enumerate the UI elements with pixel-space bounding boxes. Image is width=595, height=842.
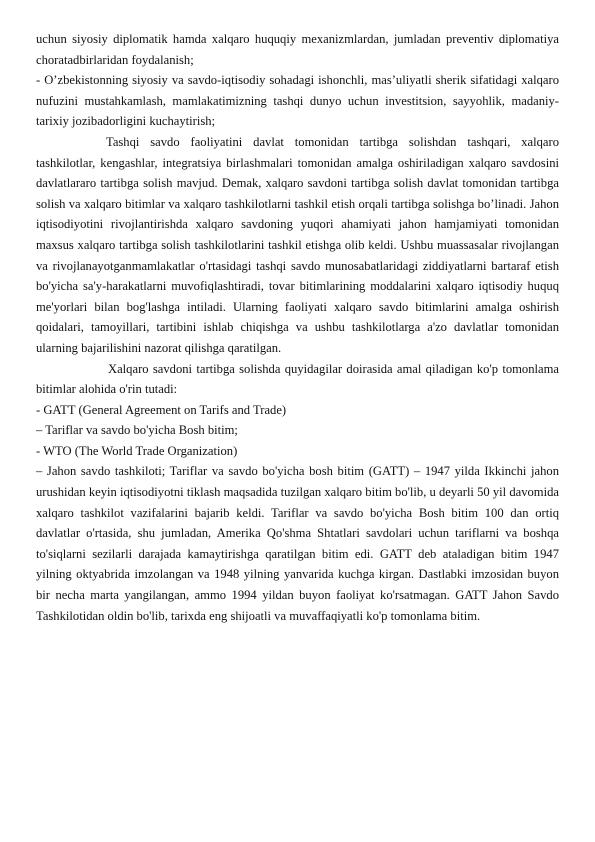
list-item-wto: - WTO (The World Trade Organization) [36,443,238,458]
document-page [36,29,559,626]
paragraph-multilateral-agreements: Xalqaro savdoni tartibga solishda quyidagilar doirasida amal qiladigan ko'p tomonlama bitimlar alohida o'rin tutadi: [36,361,559,397]
paragraph-diplomacy-tools: uchun siyosiy diplomatik hamda xalqaro huquqiy mexanizmlardan, jumladan preventiv diplomatiya choratadbirlaridan foydalanish; [36,32,559,67]
list-item-gatt-description: – Tariflar va savdo bo'yicha Bosh bitim; [36,423,238,438]
paragraph-uzbekistan-reputation: - O’zbekistonning siyosiy va savdo-iqtisodiy sohadagi ishonchli, mas’uliyatli sherik sifatidagi xalqaro nufuzini mustahkamlash, mamlakatimizning tashqi dunyo uchun investitsion, sayyohlik, madaniy-tarixiy jozibadorligini kuchaytirish; [36,73,559,129]
paragraph-wto-gatt-history: – Jahon savdo tashkiloti; Tariflar va savdo bo'yicha bosh bitim (GATT) – 1947 yilda Ikkinchi jahon urushidan keyin iqtisodiyotni tiklash maqsadida tuzilgan xalqaro bitim bo'lib, u deyarli 50 yil davomida xalqaro tashkilot vazifalarini bajarib keldi. Tariflar va savdo bo'yicha Bosh bitim 100 dan ortiq davlatlar o'rtasida, shu jumladan, Amerika Qo'shma Shtatlari savdolari uchun tariflarni va boshqa to'siqlarni sezilarli darajada kamaytirishga qaratilgan bitim edi. GATT deb ataladigan bitim 1947 yilning oktyabrida imzolangan va 1948 yilning yanvarida kuchga kirgan. Dastlabki imzosidan buyon bir necha marta yangilangan, ammo 1994 yildan buyon faoliyat ko'rsatmagan. GATT Jahon Savdo Tashkilotidan oldin bo'lib, tarixda eng shijoatli va muvaffaqiyatli ko'p tomonlama bitim. [36,464,559,623]
paragraph-trade-regulation: Tashqi savdo faoliyatini davlat tomonidan tartibga solishdan tashqari, xalqaro tashkilotlar, kengashlar, integratsiya birlashmalari tomonidan amalga oshiriladigan xalqaro savdosini davlatlararo tartibga solish mavjud. Demak, xalqaro savdoni tartibga solish davlat tomonidan tartibga solish va xalqaro bitimlar va xalqaro tashkilotlarni tashkil etish orqali tartibga solishga bo’linadi. Jahon iqtisodiyotini rivojlantirishda xalqaro savdoning yuqori ahamiyati jahon hamjamiyati tomonidan maxsus xalqaro tartibga solish tashkilotlarini tashkil etishga olib keldi. Ushbu muassasalar rivojlangan va rivojlanayotganmamlakatlar o'rtasidagi tashqi savdo munosabatlaridagi ziddiyatlarni bartaraf etish bo'yicha sa'y-harakatlarni muvofiqlashtiradi, tovar bitimlarining moddalarini xalqaro iqtisodiy huquq me'yorlari bilan bog'lashga intiladi. Ularning faoliyati xalqaro savdo bitimlarini amalga oshirish qoidalari, tamoyillari, tartibini ishlab chiqishga va ushbu tashkilotlarga a'zo davlatlar tomonidan ularning bajarilishini nazorat qilishga qaratilgan. [36,134,559,355]
list-item-gatt: - GATT (General Agreement on Tarifs and Trade) [36,402,287,417]
